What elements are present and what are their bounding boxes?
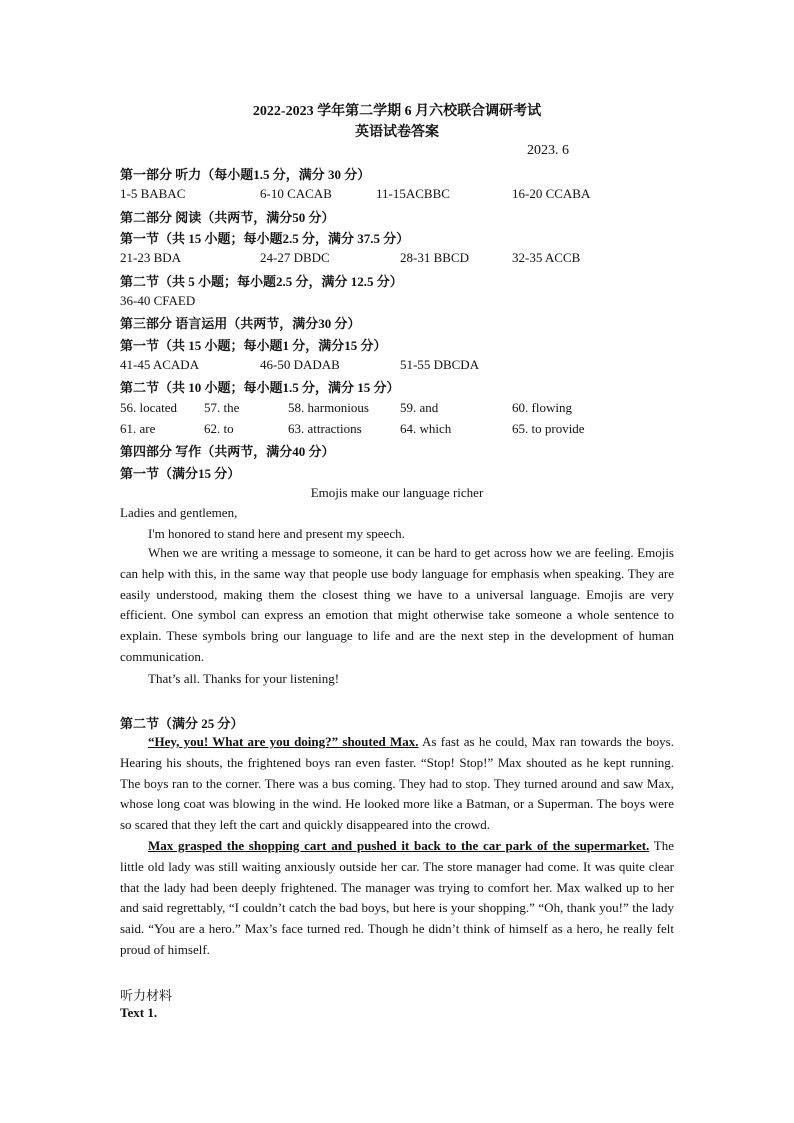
- exam-date: 2023. 6: [527, 143, 569, 158]
- blank-answer: 59. and: [400, 400, 439, 415]
- answer-group: 32-35 ACCB: [512, 250, 581, 265]
- part2-heading: 第二部分 阅读（共两节，满分50 分）: [120, 210, 335, 225]
- essay-paragraph: When we are writing a message to someone, it can be hard to get across how we are feeling. Emojis can help with this, in the same way that people use body language for emphasis when speaking. They are easily understood, making them the closest thing we have to a universal language. Emojis are very efficient. One symbol can express an emotion that might otherwise take someone a whole sentence to explain. These symbols bring our language to life and are the next step in the development of human communication.: [120, 545, 674, 664]
- story-opening-sentence: Max grasped the shopping cart and pushed it back to the car park of the supermarket.: [148, 838, 650, 853]
- listening-heading: 听力材料: [120, 988, 173, 1003]
- blank-answer: 62. to: [204, 421, 234, 436]
- exam-subtitle: 英语试卷答案: [355, 125, 439, 140]
- part2-section1-heading: 第一节（共 15 小题；每小题2.5 分，满分 37.5 分）: [120, 231, 410, 246]
- answer-group: 21-23 BDA: [120, 250, 182, 265]
- answer-group: 16-20 CCABA: [512, 186, 591, 201]
- part2-section2-heading: 第二节（共 5 小题；每小题2.5 分，满分 12.5 分）: [120, 274, 403, 289]
- answer-group: 41-45 ACADA: [120, 357, 200, 372]
- answer-group: 51-55 DBCDA: [400, 357, 480, 372]
- answer-group: 46-50 DADAB: [260, 357, 340, 372]
- story-text: The little old lady was still waiting anxiously outside her car. The store manager had come. It was quite clear that the lady had been deeply frightened. The manager was trying to comfort her. Max walked up to her and said regrettably, “I couldn’t catch the bad boys, but here is your shopping.” “Oh, thank you!” the lady said. “You are a hero.” Max’s face turned red. Though he didn’t think of himself as a hero, he really felt proud of himself.: [120, 838, 674, 957]
- blank-answer: 64. which: [400, 421, 452, 436]
- part3-section1-heading: 第一节（共 15 小题；每小题1 分，满分15 分）: [120, 338, 387, 353]
- answer-group: 11-15ACBBC: [376, 186, 450, 201]
- part4-section2-heading: 第二节（满分 25 分）: [120, 716, 244, 731]
- blank-answer: 57. the: [204, 400, 240, 415]
- story-text: As fast as he could, Max ran towards the boys. Hearing his shouts, the frightened boys ran even faster. “Stop! Stop!” Max shouted as he kept running. The boys ran to the corner. There was a bus coming. They had to stop. They turned around and saw Max, whose long coat was blowing in the wind. He looked more like a Batman, or a Superman. The boys were so scared that they left the cart and quickly disappeared into the crowd.: [120, 734, 674, 833]
- part3-heading: 第三部分 语言运用（共两节，满分30 分）: [120, 316, 361, 331]
- part4-heading: 第四部分 写作（共两节，满分40 分）: [120, 444, 335, 459]
- story-opening-sentence: “Hey, you! What are you doing?” shouted Max.: [148, 734, 419, 749]
- story-paragraph: [120, 836, 674, 961]
- answer-group: 28-31 BBCD: [400, 250, 469, 265]
- essay-title: Emojis make our language richer: [310, 485, 484, 500]
- essay-paragraph: I'm honored to stand here and present my speech.: [148, 526, 405, 541]
- part4-section1-heading: 第一节（满分15 分）: [120, 466, 241, 481]
- blank-answer: 56. located: [120, 400, 178, 415]
- blank-answer: 60. flowing: [512, 400, 572, 415]
- essay-closing: That’s all. Thanks for your listening!: [148, 671, 340, 686]
- blank-answer: 63. attractions: [288, 421, 362, 436]
- essay-greeting: Ladies and gentlemen,: [120, 505, 238, 520]
- answer-group: 1-5 BABAC: [120, 186, 186, 201]
- story-paragraph: [120, 732, 674, 836]
- answer-group: 36-40 CFAED: [120, 293, 196, 308]
- blank-answer: 58. harmonious: [288, 400, 369, 415]
- part1-heading: 第一部分 听力（每小题1.5 分，满分 30 分）: [120, 167, 371, 182]
- exam-title: 2022-2023 学年第二学期 6 月六校联合调研考试: [252, 104, 542, 119]
- answer-group: 24-27 DBDC: [260, 250, 330, 265]
- part3-section2-heading: 第二节（共 10 小题；每小题1.5 分，满分 15 分）: [120, 380, 400, 395]
- blank-answer: 65. to provide: [512, 421, 585, 436]
- blank-answer: 61. are: [120, 421, 156, 436]
- answer-group: 6-10 CACAB: [260, 186, 332, 201]
- listening-text1-label: Text 1.: [120, 1005, 158, 1020]
